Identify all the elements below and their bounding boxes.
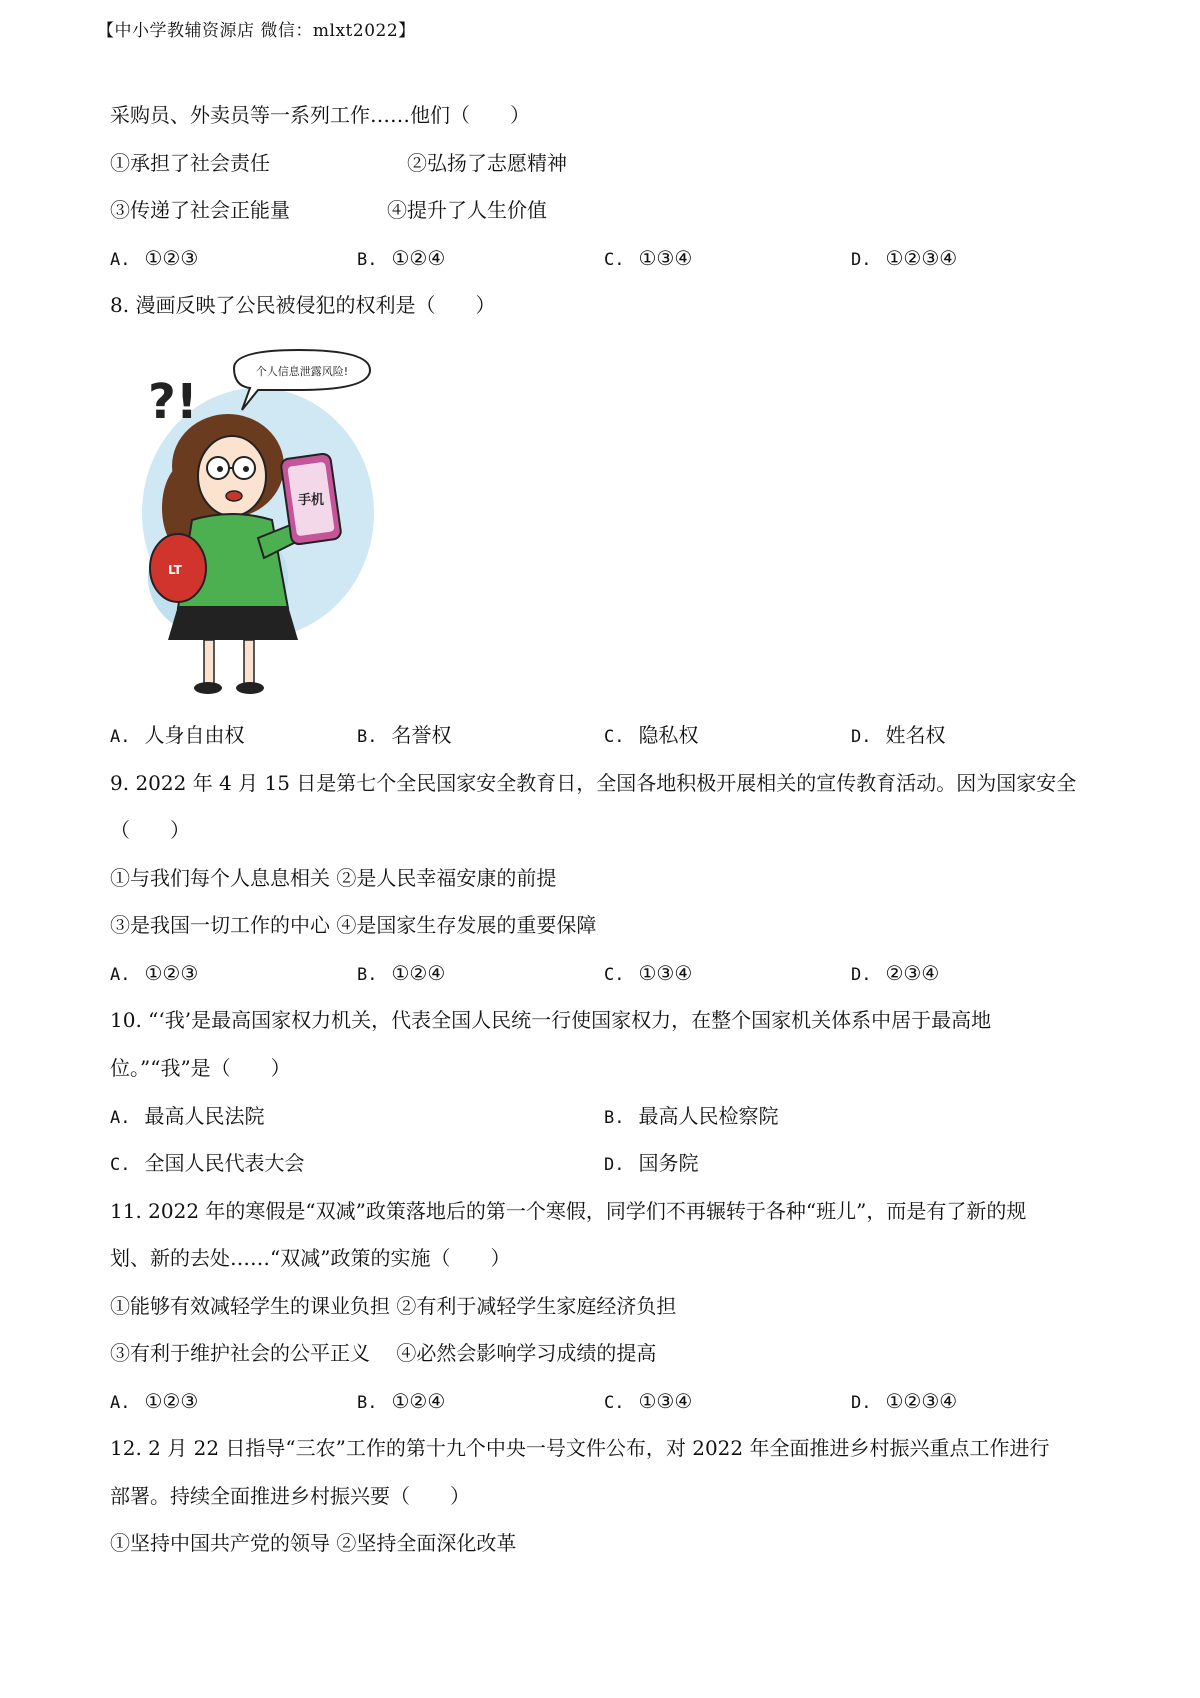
- q11-option-a[interactable]: A. ①②③: [110, 1389, 199, 1413]
- q10-stem-line-2: 位。”“我”是（ ）: [110, 1056, 291, 1080]
- speech-bubble-text: 个人信息泄露风险!: [255, 365, 349, 378]
- q7-statement-4: ④提升了人生价值: [387, 198, 547, 222]
- q10-option-b[interactable]: B. 最高人民检察院: [604, 1104, 779, 1128]
- q7-option-d[interactable]: D. ①②③④: [851, 246, 958, 270]
- q9-option-d[interactable]: D. ②③④: [851, 961, 940, 985]
- q9-option-b[interactable]: B. ①②④: [357, 961, 446, 985]
- q7-statement-3: ③传递了社会正能量: [110, 198, 290, 222]
- q12-statements-1-2: ①坚持中国共产党的领导 ②坚持全面深化改革: [110, 1531, 517, 1555]
- phone-label: 手机: [298, 493, 325, 508]
- q11-option-d[interactable]: D. ①②③④: [851, 1389, 958, 1413]
- page-header: 【中小学教辅资源店 微信：mlxt2022】: [97, 21, 416, 41]
- q11-option-b[interactable]: B. ①②④: [357, 1389, 446, 1413]
- q7-statement-2: ②弘扬了志愿精神: [407, 151, 567, 175]
- q10-stem-line-1: 10. “‘我’是最高国家权力机关，代表全国人民统一行使国家权力，在整个国家机关体系中居于最高地: [110, 1008, 992, 1032]
- backpack-label: LT: [168, 563, 182, 577]
- q10-option-d[interactable]: D. 国务院: [604, 1151, 699, 1175]
- q9-statements-3-4: ③是我国一切工作的中心 ④是国家生存发展的重要保障: [110, 913, 597, 937]
- q9-option-a[interactable]: A. ①②③: [110, 961, 199, 985]
- q7-option-a[interactable]: A. ①②③: [110, 246, 199, 270]
- q8-stem: 8. 漫画反映了公民被侵犯的权利是（ ）: [110, 293, 496, 317]
- q7-option-c[interactable]: C. ①③④: [604, 246, 693, 270]
- q8-option-a[interactable]: A. 人身自由权: [110, 723, 245, 747]
- privacy-cartoon: [138, 348, 400, 700]
- q11-option-c[interactable]: C. ①③④: [604, 1389, 693, 1413]
- q11-statements-1-2: ①能够有效减轻学生的课业负担 ②有利于减轻学生家庭经济负担: [110, 1294, 677, 1318]
- q8-option-d[interactable]: D. 姓名权: [851, 723, 946, 747]
- q9-stem-line-2: （ ）: [110, 818, 190, 842]
- q7-option-b[interactable]: B. ①②④: [357, 246, 446, 270]
- q11-stem-line-1: 11. 2022 年的寒假是“双减”政策落地后的第一个寒假，同学们不再辗转于各种“班儿”，而是有了新的规: [110, 1199, 1027, 1223]
- q9-stem-line-1: 9. 2022 年 4 月 15 日是第七个全民国家安全教育日，全国各地积极开展相关的宣传教育活动。因为国家安全: [110, 771, 1077, 795]
- q9-statements-1-2: ①与我们每个人息息相关 ②是人民幸福安康的前提: [110, 866, 557, 890]
- q10-option-c[interactable]: C. 全国人民代表大会: [110, 1151, 305, 1175]
- q12-stem-line-1: 12. 2 月 22 日指导“三农”工作的第十九个中央一号文件公布，对 2022 年全面推进乡村振兴重点工作进行: [110, 1436, 1050, 1460]
- q8-option-c[interactable]: C. 隐私权: [604, 723, 699, 747]
- exclaim-mark: ?!: [148, 374, 198, 430]
- q7-statement-1: ①承担了社会责任: [110, 151, 270, 175]
- q7-stem: 采购员、外卖员等一系列工作……他们（ ）: [110, 103, 530, 127]
- q11-statements-3-4: ③有利于维护社会的公平正义 ④必然会影响学习成绩的提高: [110, 1341, 657, 1365]
- q8-option-b[interactable]: B. 名誉权: [357, 723, 452, 747]
- q10-option-a[interactable]: A. 最高人民法院: [110, 1104, 265, 1128]
- q9-option-c[interactable]: C. ①③④: [604, 961, 693, 985]
- q12-stem-line-2: 部署。持续全面推进乡村振兴要（ ）: [110, 1484, 470, 1508]
- q11-stem-line-2: 划、新的去处……“双减”政策的实施（ ）: [110, 1246, 511, 1270]
